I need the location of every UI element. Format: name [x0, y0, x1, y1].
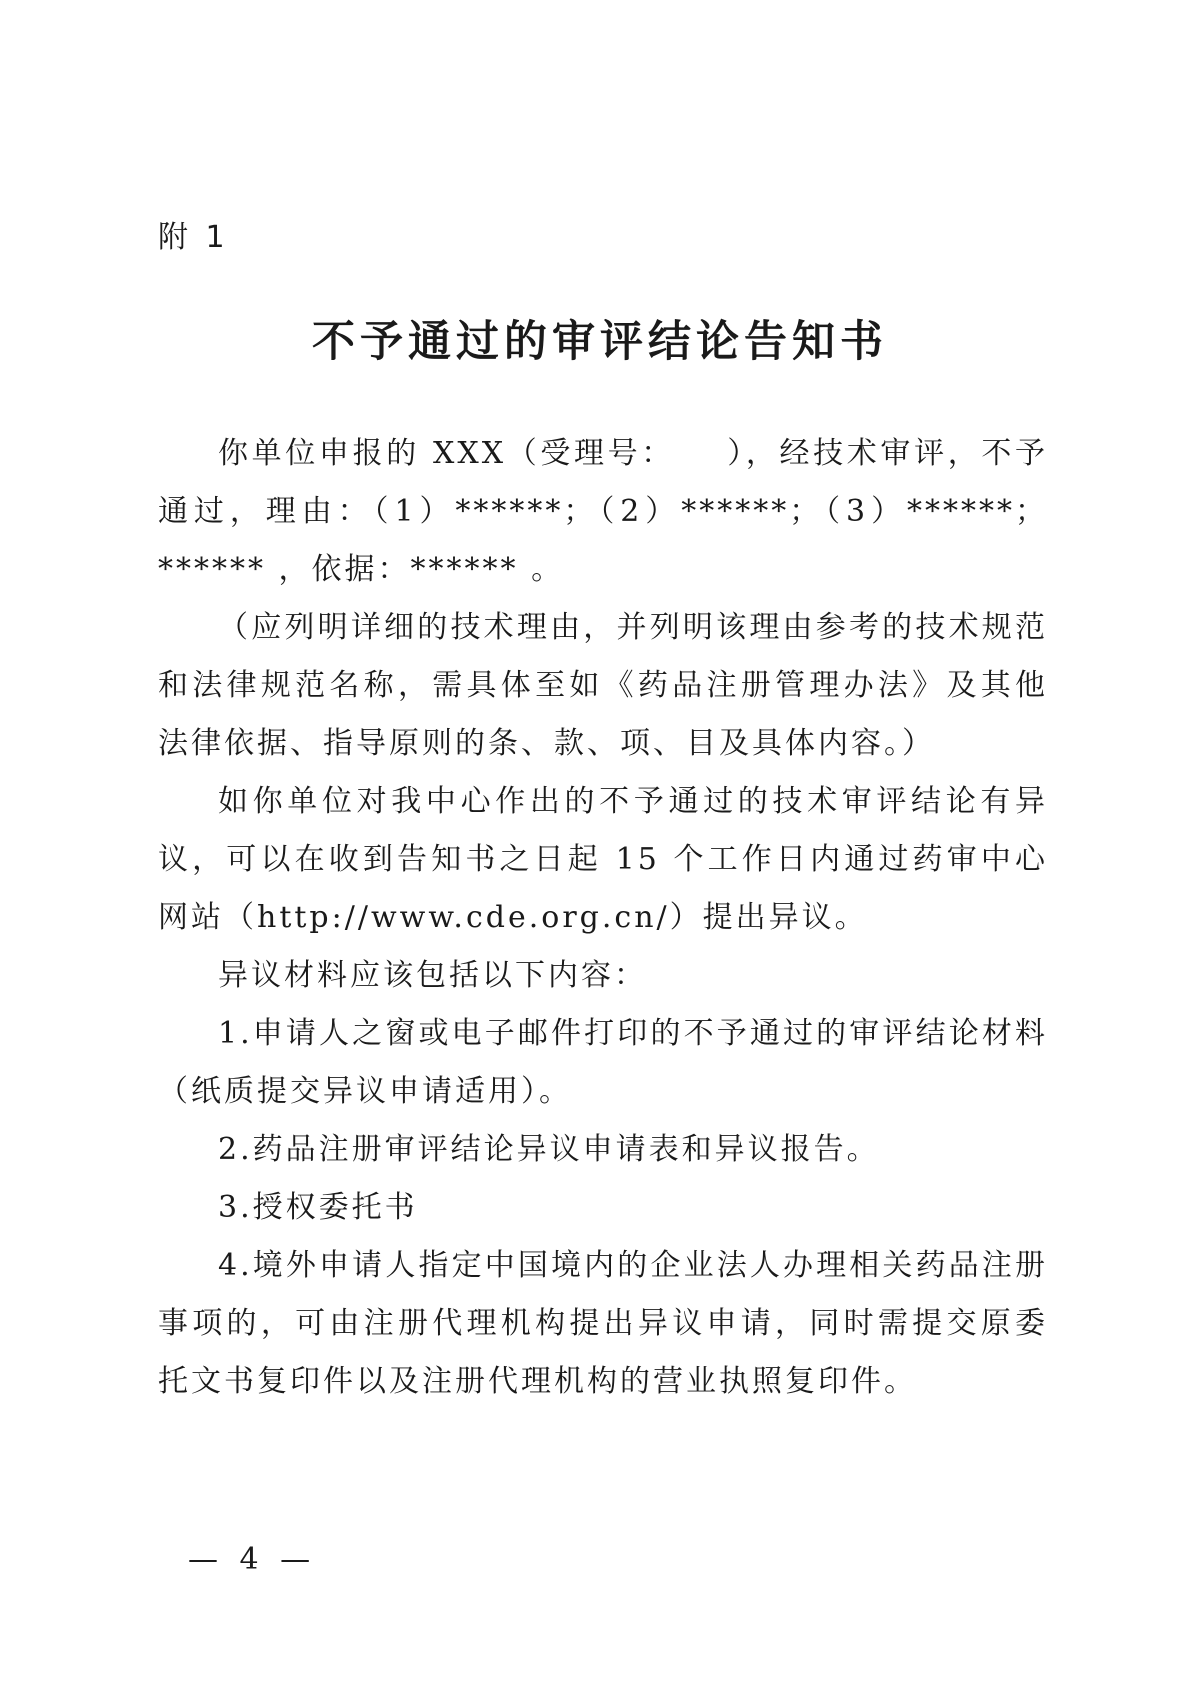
page-number: — 4 — — [188, 1542, 317, 1577]
document-body — [158, 425, 1048, 1411]
paragraph-objection: 如你单位对我中心作出的不予通过的技术审评结论有异议，可以在收到告知书之日起 15 个工作日内通过药审中心网站（http://www.cde.org.cn/）提出异议。 — [158, 784, 1048, 935]
paragraph-materials-intro: 异议材料应该包括以下内容： — [218, 958, 647, 993]
document-title: 不予通过的审评结论告知书 — [312, 317, 888, 367]
list-item-2: 2.药品注册审评结论异议申请表和异议报告。 — [218, 1132, 880, 1167]
list-item-1: 1.申请人之窗或电子邮件打印的不予通过的审评结论材料（纸质提交异议申请适用）。 — [158, 1016, 1048, 1109]
paragraph-conclusion: 你单位申报的 XXX（受理号： ），经技术审评，不予通过，理由：（1）******；（2）******；（3）******；****** ，依据：****** 。 — [158, 436, 1048, 587]
paragraph-note: （应列明详细的技术理由，并列明该理由参考的技术规范和法律规范名称，需具体至如《药品注册管理办法》及其他法律依据、指导原则的条、款、项、目及具体内容。） — [158, 610, 1048, 761]
list-item-4: 4.境外申请人指定中国境内的企业法人办理相关药品注册事项的，可由注册代理机构提出异议申请，同时需提交原委托文书复印件以及注册代理机构的营业执照复印件。 — [158, 1248, 1048, 1399]
attachment-label: 附 1 — [158, 220, 229, 255]
list-item-3: 3.授权委托书 — [218, 1190, 418, 1225]
